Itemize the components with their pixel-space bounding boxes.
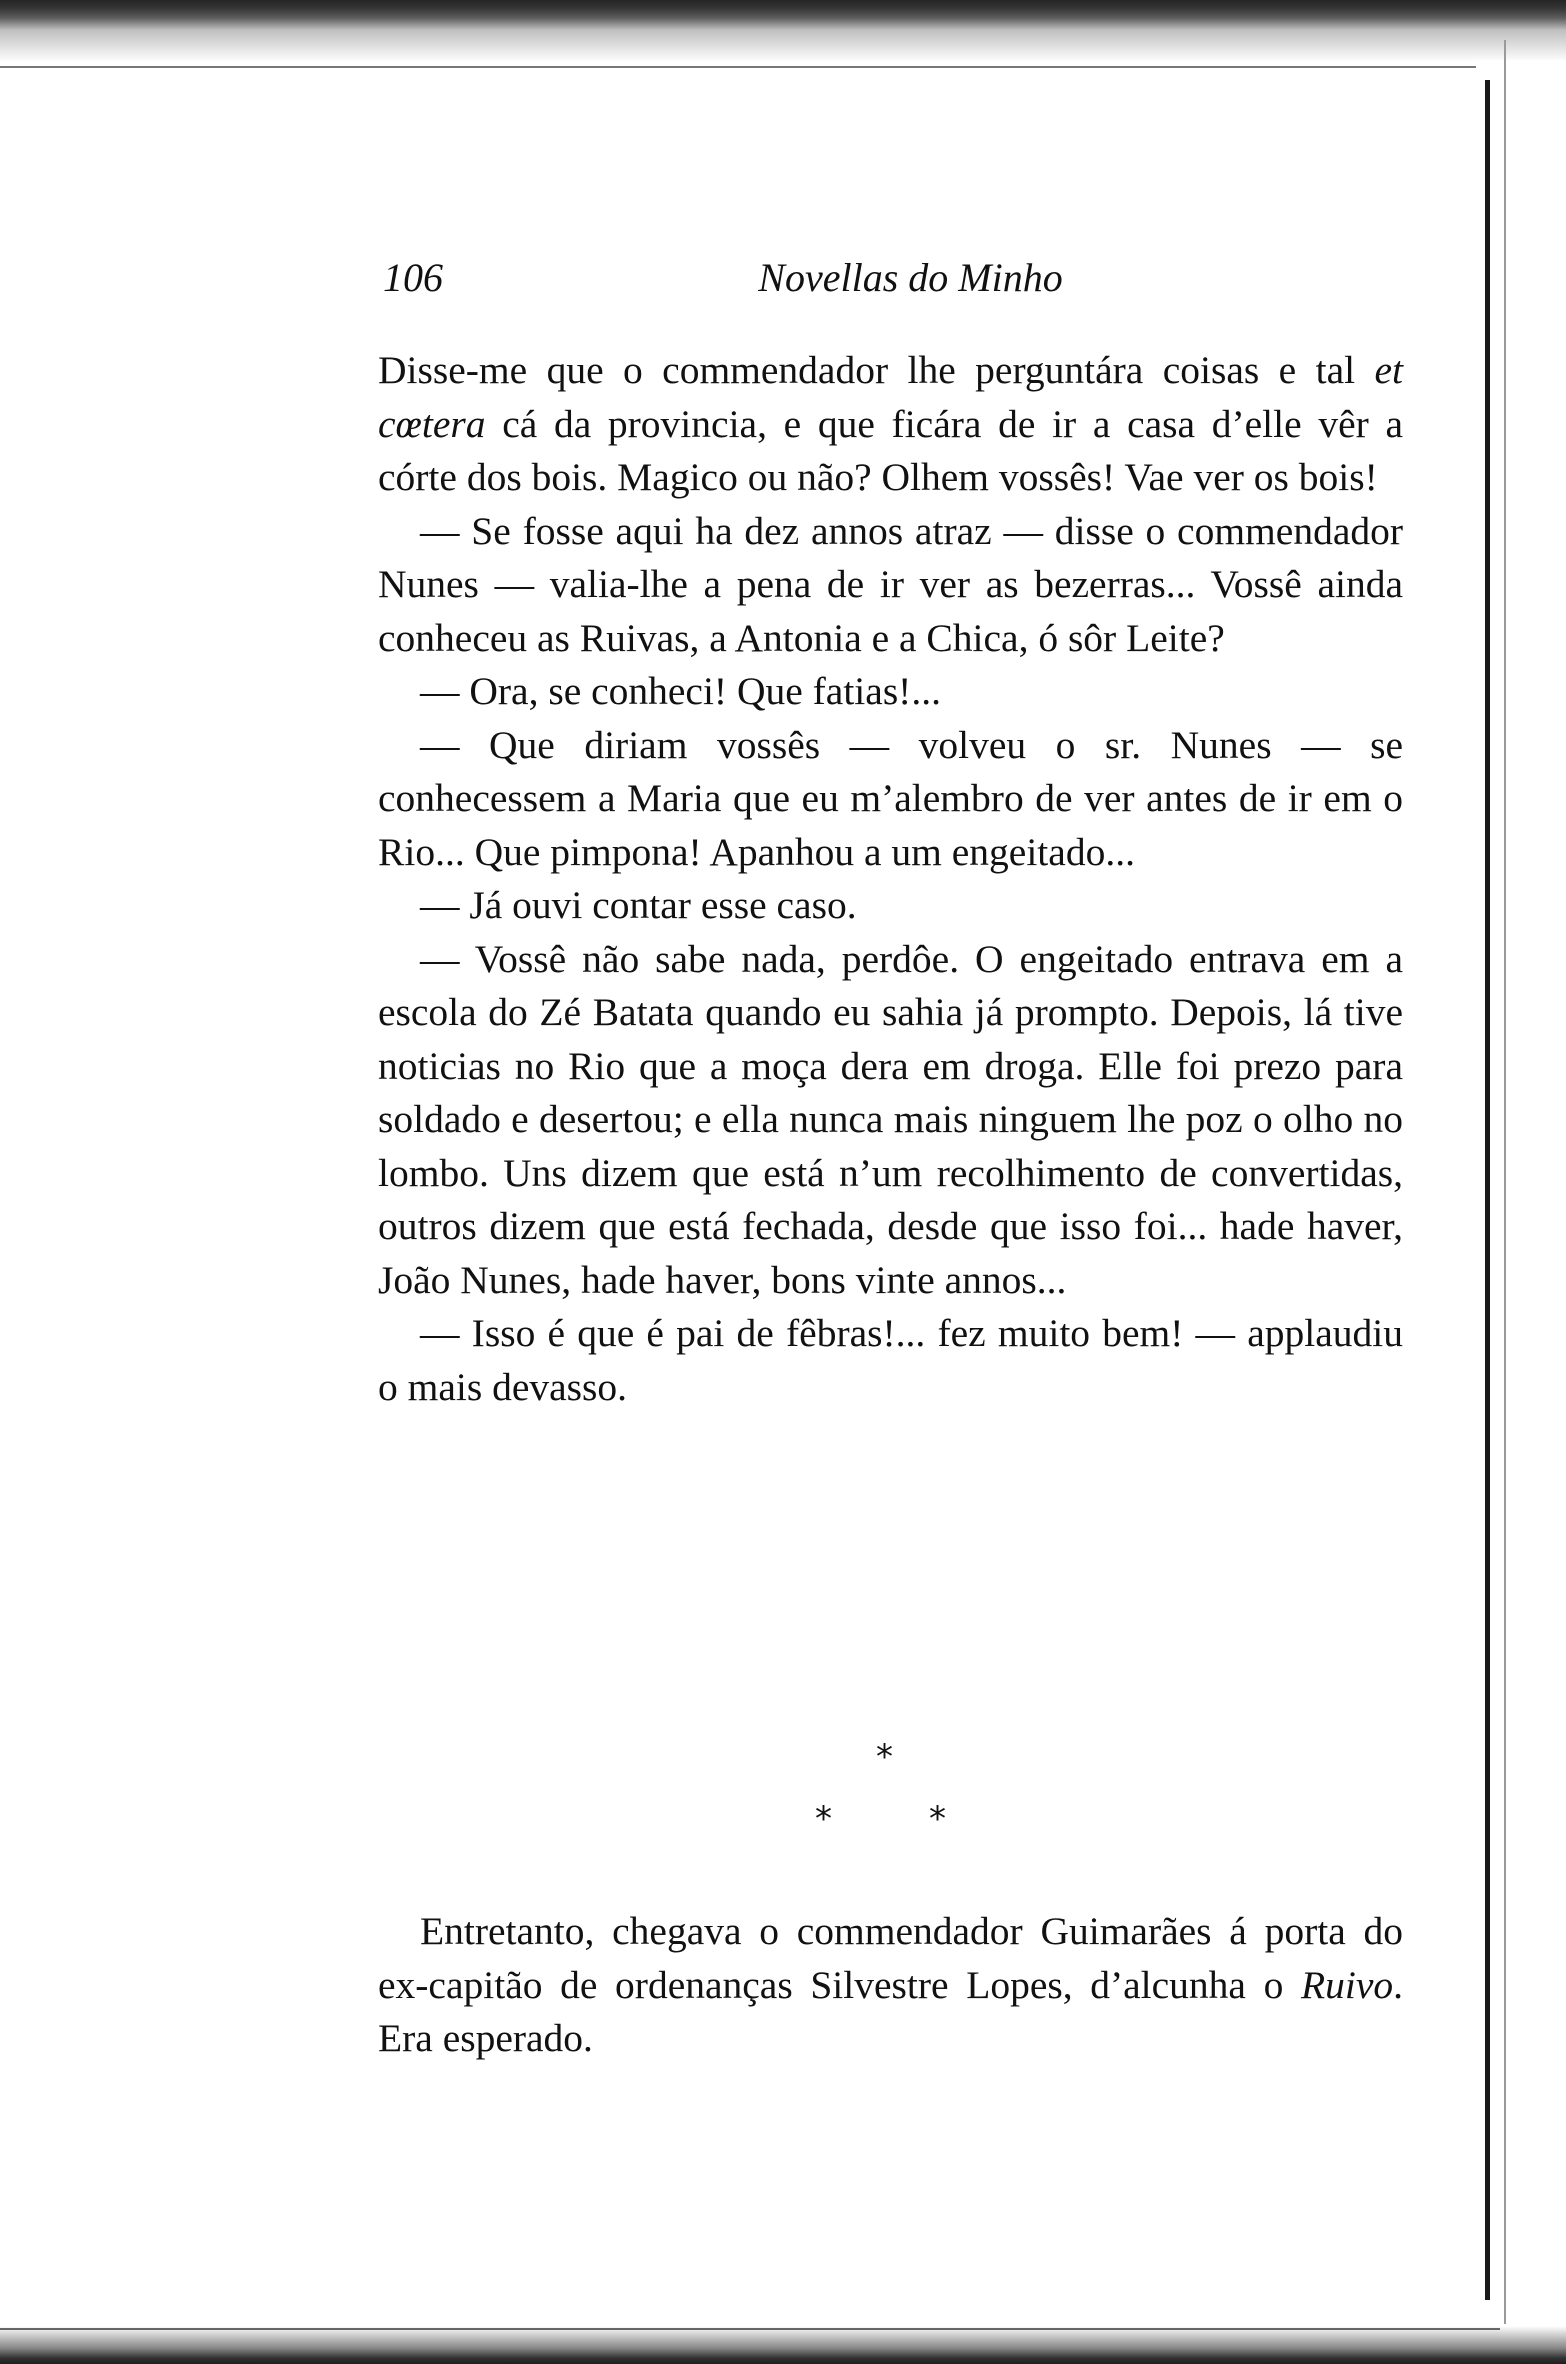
running-title: Novellas do Minho: [758, 255, 1063, 300]
page-number: 106: [383, 255, 443, 300]
closing-text: [378, 1905, 1403, 2066]
scan-edge-bottom: [0, 2324, 1566, 2364]
paragraph-1-part-1: Disse-me que o commendador lhe perguntára coisas e tal: [378, 348, 1375, 392]
paragraph-1: [378, 344, 1403, 505]
paragraph-1-part-2-italic: et cœtera: [378, 348, 1403, 446]
closing-paragraph: [378, 1905, 1403, 2066]
asterism-star-right: *: [929, 1799, 946, 1839]
scan-edge-top: [0, 0, 1566, 70]
asterism-star-top: *: [876, 1737, 893, 1777]
main-text: [378, 344, 1403, 1414]
closing-paragraph-before: Entretanto, chegava o commendador Guimarães á porta do ex-capitão de ordenanças Silvestre Lopes, d’alcunha o: [378, 1909, 1403, 2007]
closing-paragraph-after: . Era esperado.: [378, 1962, 1403, 2060]
scan-edge-bottom-line: [0, 2328, 1500, 2330]
paragraph-1-part-3: cá da provincia, e que ficára de ir a casa d’elle vêr a córte dos bois. Magico ou não? Olhem vossês! Vae ver os bois!: [378, 401, 1403, 499]
closing-paragraph-italic: Ruivo: [1300, 1962, 1394, 2007]
paragraph-5: — Já ouvi contar esse caso.: [420, 883, 857, 927]
paragraph-7: — Isso é que é pai de fêbras!... fez muito bem! — applaudiu o mais devasso.: [378, 1311, 1403, 1409]
scan-edge-right-line: [1485, 80, 1490, 2300]
paragraph-6: — Vossê não sabe nada, perdôe. O engeitado entrava em a escola do Zé Batata quando eu sahia já prompto. Depois, lá tive noticias no Rio que a moça dera em droga. Elle foi prezo para soldado e desertou; e ella nunca mais ninguem lhe poz o olho no lombo. Uns dizem que está n’um recolhimento de convertidas, outros dizem que está fechada, desde que isso foi... hade haver, João Nunes, hade haver, bons vinte annos...: [378, 936, 1403, 1302]
running-header: [383, 248, 1408, 308]
asterism-star-left: *: [815, 1799, 832, 1839]
paragraph-2: — Se fosse aqui ha dez annos atraz — disse o commendador Nunes — valia-lhe a pena de ir ver as bezerras... Vossê ainda conheceu as Ruivas, a Antonia e a Chica, ó sôr Leite?: [378, 508, 1403, 660]
scan-edge-top-line: [0, 66, 1490, 68]
scan-edge-right-shadow: [1504, 40, 1506, 2340]
section-break-asterism: [378, 1737, 1403, 1850]
paragraph-3: — Ora, se conheci! Que fatias!...: [420, 669, 941, 713]
paragraph-4: — Que diriam vossês — volveu o sr. Nunes — se conhecessem a Maria que eu m’alembro de ver antes de ir em o Rio... Que pimpona! Apanhou a um engeitado...: [378, 722, 1403, 874]
